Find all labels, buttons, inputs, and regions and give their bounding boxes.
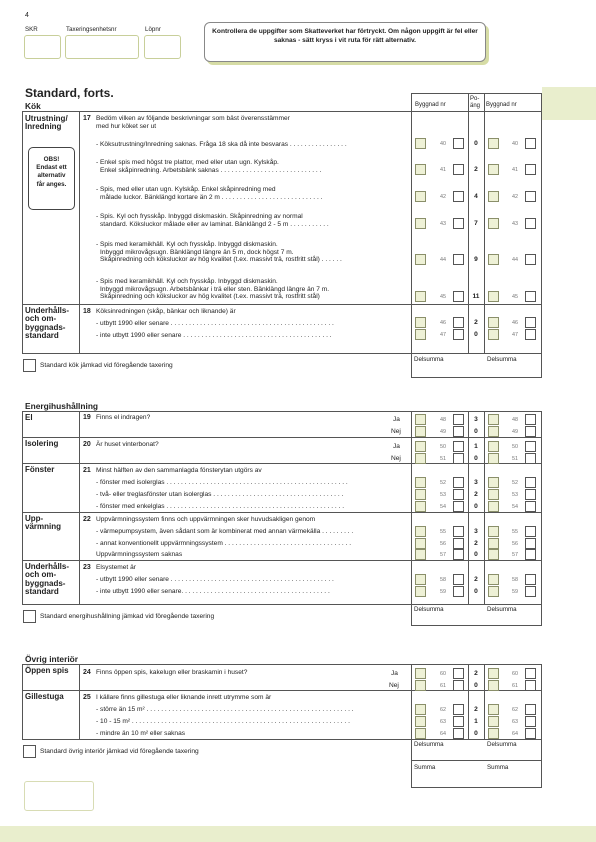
checkbox-prefilled [415,138,426,149]
checkbox-prefilled [415,218,426,229]
q17-option-0: - Köksutrustning/Inredning saknas. Fråga 18 ska då inte besvaras . . . . . . . . . . . . . . . . [96,141,347,148]
checkbox[interactable] [453,574,464,585]
checkbox-prefilled [488,489,499,500]
delsumma-right: Delsumma [487,606,517,613]
col-po: Po- [470,96,480,102]
divider [411,664,412,787]
checkbox-prefilled [488,549,499,560]
checkbox[interactable] [453,489,464,500]
checkbox[interactable] [453,138,464,149]
checkbox[interactable] [525,138,536,149]
checkbox-prefilled [488,728,499,739]
divider [22,411,23,604]
divider [484,93,485,353]
checkbox[interactable] [525,191,536,202]
checkbox[interactable] [453,317,464,328]
label-utrustning: Utrustning/ Inredning [25,114,68,132]
col-byggnad-right: Byggnad nr [486,102,517,108]
q21-option-2: - fönster med enkelglas . . . . . . . . . . . . . . . . . . . . . . . . . . . . . . . . . . . . . . . . . . . . . . . . . [96,503,345,510]
divider [22,111,23,353]
jamkad-kok-checkbox[interactable] [23,359,36,372]
checkbox[interactable] [453,716,464,727]
checkbox[interactable] [525,254,536,265]
divider [411,93,412,378]
checkbox-prefilled [488,586,499,597]
checkbox-prefilled [488,453,499,464]
checkbox-prefilled [415,441,426,452]
checkbox[interactable] [453,441,464,452]
jamkad-ovrig-label: Standard övrig interiör jämkad vid föregående taxering [40,748,199,755]
checkbox-prefilled [415,716,426,727]
checkbox-prefilled [415,317,426,328]
q21-number: 21 [83,467,91,474]
divider [411,625,542,626]
section-energi: Energihushållning [25,401,99,411]
divider [79,664,80,739]
footer-code-box [24,781,94,811]
checkbox[interactable] [525,526,536,537]
divider [79,111,80,353]
checkbox-prefilled [488,291,499,302]
divider [411,787,542,788]
divider [22,437,541,438]
skr-field[interactable] [24,35,61,59]
delsumma-right: Delsumma [487,356,517,363]
checkbox-prefilled [488,329,499,340]
checkbox-prefilled [415,164,426,175]
checkbox[interactable] [453,329,464,340]
checkbox[interactable] [453,538,464,549]
checkbox[interactable] [525,668,536,679]
checkbox-prefilled [415,704,426,715]
q19-ja: Ja [393,416,400,423]
checkbox-prefilled [415,680,426,691]
q24-number: 24 [83,669,91,676]
checkbox[interactable] [525,716,536,727]
checkbox-prefilled [488,218,499,229]
checkbox-prefilled [488,191,499,202]
checkbox[interactable] [453,291,464,302]
checkbox[interactable] [453,191,464,202]
checkbox-prefilled [488,526,499,537]
q21-option-1: - två- eller treglasfönster utan isolerglas . . . . . . . . . . . . . . . . . . . . . . . . . . . . . . . . . . . . [96,491,344,498]
divider [484,664,485,739]
label-gillestuga: Gillestuga [25,692,64,701]
checkbox-prefilled [415,574,426,585]
delsumma-left: Delsumma [414,741,444,748]
q22-text: Uppvärmningssystem finns och uppvärmningen sker huvudsakligen genom [96,516,316,523]
checkbox[interactable] [453,477,464,488]
q17-option-3: - Spis. Kyl och frysskåp. Inbyggd diskmaskin. Skåpinredning av normal standard. Köksluckor målade eller av laminat. Bänklängd 2 - 5 m . . . . . . . . . . . [96,213,329,228]
section-kok: Kök [25,101,41,111]
q18-option-1: - inte utbytt 1990 eller senare . . . . . . . . . . . . . . . . . . . . . . . . . . . . . . . . . . . . . . . . . [96,332,332,339]
checkbox[interactable] [525,441,536,452]
q20-ja: Ja [393,443,400,450]
label-oppen-spis: Öppen spis [25,666,69,675]
checkbox-prefilled [415,728,426,739]
q23-number: 23 [83,564,91,571]
q25-text: I källare finns gillestuga eller liknande inrett utrymme som är [96,694,272,701]
checkbox[interactable] [525,489,536,500]
divider [22,304,541,305]
q23-text: Elsystemet är [96,564,136,571]
q17-option-4: - Spis med keramikhäll. Kyl och frysskåp. Inbyggd diskmaskin. Inbyggd mikrovågsugn. Bänklängd längre än 5 m, dock högst 7 m. Skåpinredning och köksluckor av hög kvalitet (t.ex. massivt trä, rostfritt stål) . . . . . . [96,241,342,264]
divider [541,93,542,378]
checkbox-prefilled [488,704,499,715]
q22-option-1: - annat konventionellt uppvärmningssystem . . . . . . . . . . . . . . . . . . . . . . . . . . . . . . . . . . . [96,540,352,547]
label-el: El [25,413,33,422]
checkbox[interactable] [525,549,536,560]
q20-nej: Nej [391,455,401,462]
divider [468,664,469,739]
checkbox-prefilled [488,164,499,175]
checkbox[interactable] [525,574,536,585]
checkbox[interactable] [453,549,464,560]
divider [22,512,541,513]
checkbox[interactable] [453,426,464,437]
checkbox[interactable] [525,218,536,229]
q17-text: Bedöm vilken av följande beskrivningar som bäst överensstämmer med hur köket ser ut [96,115,290,130]
checkbox[interactable] [453,526,464,537]
form-page: 4 SKR Taxeringsenhetsnr Löpnr Kontrollera de uppgifter som Skatteverket har förtryckt. Om någon uppgift är fel eller saknas - sätt kryss i vit ruta för rätt alternativ. Standard, forts. Byggnad nr Po- äng Byggnad nr Kök Delsumma Delsumma Utrustning/ Inredning OBS! Endast ett alternativ får anges. 17 Bedöm vilken av följande beskrivningar som bäst överensstämmer med hur köket ser ut - Köksutrustning/Inredning saknas. Fråga 18 ska då inte besvaras . . . . . . . . . . . . . . . . - Enkel spis med högst tre plattor, med eller utan ugn. Kylskåp. Enkel skåpinredning. Arbetsbänk saknas . . . . . . . . . . . . . . . . . . . . . . . . . . . . - Spis, med eller utan ugn. Kylskåp. Enkel skåpinredning med målade luckor. Bänklängd kortare än 2 m . . . . . . . . . . . . . . . . . . . . . . . . . . . . - Spis. Kyl och frysskåp. Inbyggd diskmaskin. Skåpinredning av normal standard. Köksluckor målade eller av laminat. Bänklängd 2 - 5 m . . . . . . . . . . . - Spis med keramikhäll. Kyl och frysskåp. Inbyggd diskmaskin. Inbyggd mikrovågsugn. Bänklängd längre än 5 m, dock högst 7 m. Skåpinredning och köksluckor av hög kvalitet (t.ex. massivt trä, rostfritt stål) . . . . . . - Spis med keramikhäll. Kyl och frysskåp. Inbyggd diskmaskin. Inbyggd mikrovågsugn. Arbetsbänkar i trä eller sten. Bänklängd längre än 7 m. Skåpinredning och köksluckor av hög kvalitet (t.ex. massivt trä, rostfritt stål) 40 0 40 41 2 41 42 4 42 43 7 43 44 9 44 45 11 45 Underhålls- och om- byggnads- standard 18 Köksinredningen (skåp, bänkar och liknande) är - utbytt 1990 eller senare . . . . . . . . . . . . . . . . . . . . . . . . . . . . . . . . . . . . . . . . . . . . . - inte utbytt 1990 eller senare . . . . . . . . . . . . . . . . . . . . . . . . . . . . . . . . . . . . . . . . . 46 2 46 47 0 47 Standard kök jämkad vid föregående taxering Energihushållning Delsumma Delsumma El 19 Finns el indragen? Ja Nej 48 3 48 49 0 49 Isolering 20 Är huset vinterbonat? Ja Nej 50 1 50 51 0 51 Fönster 21 Minst hälften av den sammanlagda fönsterytan utgörs av - fönster med isolerglas . . . . . . . . . . . . . . . . . . . . . . . . . . . . . . . . . . . . . . . . . . . . . . . . . . - två- eller treglasfönster utan isolerglas . . . . . . . . . . . . . . . . . . . . . . . . . . . . . . . . . . . . - fönster med enkelglas . . . . . . . . . . . . . . . . . . . . . . . . . . . . . . . . . . . . . . . . . . . . . . . . . 52 3 52 53 2 53 54 0 54 Upp- värmning 22 Uppvärmningssystem finns och uppvärmningen sker huvudsakligen genom - värmepumpsystem, även sådant som är kombinerat med annan värmekälla . . . . . . . . . - annat konventionellt uppvärmningssystem . . . . . . . . . . . . . . . . . . . . . . . . . . . . . . . . . . . Uppvärmningssystem saknas 55 3 55 56 2 56 57 0 57 Underhålls- och om- byggnads- standard 23 Elsystemet är - utbytt 1990 eller senare . . . . . . . . . . . . . . . . . . . . . . . . . . . . . . . . . . . . . . . . . . . . . - inte utbytt 1990 eller senare. . . . . . . . . . . . . . . . . . . . . . . . . . . . . . . . . . . . . . . . . 58 2 58 59 0 59 Standard energihushållning jämkad vid föregående taxering Övrig interiör Delsumma Delsumma Summa Summa Öppen spis 24 Finns öppen spis, kakelugn eller braskamin i huset? Ja Nej 60 2 60 61 0 61 Gillestuga 25 I källare finns gillestuga eller liknande inrett utrymme som är - större än 15 m² . . . . . . . . . . . . . . . . . . . . . . . . . . . . . . . . . . . . . . . . . . . . . . . . . . . . . . . . . - 10 - 15 m² . . . . . . . . . . . . . . . . . . . . . . . . . . . . . . . . . . . . . . . . . . . . . . . . . . . . . . . . . . . . - mindre än 10 m² eller saknas 62 2 62 63 1 63 64 0 64 Standard övrig interiör jämkad vid föregående taxering [0,0,596,842]
checkbox-prefilled [415,453,426,464]
checkbox-prefilled [488,574,499,585]
taxering-field[interactable] [65,35,139,59]
checkbox-prefilled [488,317,499,328]
delsumma-right: Delsumma [487,741,517,748]
q20-text: Är huset vinterbonat? [96,441,159,448]
checkbox[interactable] [525,453,536,464]
divider [411,760,542,761]
checkbox[interactable] [453,453,464,464]
q22-option-0: - värmepumpsystem, även sådant som är kombinerat med annan värmekälla . . . . . . . . . [96,528,354,535]
q21-text: Minst hälften av den sammanlagda fönsterytan utgörs av [96,467,262,474]
checkbox-prefilled [488,538,499,549]
page-number: 4 [25,12,29,19]
q23-option-1: - inte utbytt 1990 eller senare. . . . . . . . . . . . . . . . . . . . . . . . . . . . . . . . . . . . . . . . . [96,588,330,595]
delsumma-left: Delsumma [414,606,444,613]
q24-ja: Ja [391,670,398,677]
checkbox-prefilled [488,254,499,265]
q25-option-1: - 10 - 15 m² . . . . . . . . . . . . . . . . . . . . . . . . . . . . . . . . . . . . . . . . . . . . . . . . . . . . . . . . . . . . [96,718,350,725]
jamkad-energi-checkbox[interactable] [23,610,36,623]
divider [468,411,469,604]
checkbox-prefilled [415,414,426,425]
checkbox[interactable] [525,477,536,488]
q17-number: 17 [83,115,91,122]
divider [484,411,485,604]
checkbox[interactable] [525,426,536,437]
q18-number: 18 [83,308,91,315]
divider [541,411,542,625]
checkbox[interactable] [453,680,464,691]
checkbox-prefilled [415,549,426,560]
divider [22,111,541,112]
divider [541,664,542,787]
checkbox-prefilled [488,426,499,437]
label-underhall-kok: Underhålls- och om- byggnads- standard [25,306,70,341]
q20-number: 20 [83,441,91,448]
divider [411,411,412,625]
checkbox-prefilled [415,426,426,437]
checkbox[interactable] [525,728,536,739]
taxering-label: Taxeringsenhetsnr [66,26,117,33]
checkbox-prefilled [415,668,426,679]
checkbox-prefilled [415,501,426,512]
col-ang: äng [470,103,481,109]
checkbox-prefilled [415,291,426,302]
q24-nej: Nej [389,682,399,689]
jamkad-energi-label: Standard energihushållning jämkad vid föregående taxering [40,613,215,620]
divider [411,93,542,94]
divider [411,377,542,378]
checkbox-prefilled [415,191,426,202]
q17-option-2: - Spis, med eller utan ugn. Kylskåp. Enkel skåpinredning med målade luckor. Bänklängd kortare än 2 m . . . . . . . . . . . . . . . . . . . . . . . . . . . . [96,186,323,201]
checkbox[interactable] [525,329,536,340]
checkbox[interactable] [453,728,464,739]
checkbox-prefilled [488,441,499,452]
checkbox-prefilled [488,680,499,691]
jamkad-kok-label: Standard kök jämkad vid föregående taxering [40,362,173,369]
checkbox-prefilled [488,501,499,512]
checkbox[interactable] [525,704,536,715]
checkbox-prefilled [415,586,426,597]
section-ovrig: Övrig interiör [25,654,79,664]
summa-right: Summa [487,764,509,771]
checkbox[interactable] [453,704,464,715]
checkbox[interactable] [453,218,464,229]
checkbox[interactable] [525,414,536,425]
divider [468,93,469,353]
page-title: Standard, forts. [25,86,114,100]
label-underhall-energi: Underhålls- och om- byggnads- standard [25,562,70,597]
q17-option-5: - Spis med keramikhäll. Kyl och frysskåp. Inbyggd diskmaskin. Inbyggd mikrovågsugn. Arbetsbänkar i trä eller sten. Bänklängd längre än 7 m. Skåpinredning och köksluckor av hög kvalitet (t.ex. massivt trä, rostfritt stål) [96,278,330,301]
q17-option-1: - Enkel spis med högst tre plattor, med eller utan ugn. Kylskåp. Enkel skåpinredning. Arbetsbänk saknas . . . . . . . . . . . . . . . . . . . . . . . . . . . . [96,159,322,174]
label-fonster: Fönster [25,465,55,474]
checkbox[interactable] [525,680,536,691]
checkbox[interactable] [525,586,536,597]
q25-option-2: - mindre än 10 m² eller saknas [96,730,186,737]
divider [22,664,23,739]
checkbox-prefilled [488,716,499,727]
checkbox[interactable] [525,317,536,328]
checkbox[interactable] [453,414,464,425]
checkbox[interactable] [453,254,464,265]
col-byggnad-left: Byggnad nr [415,102,446,108]
notice-box: Kontrollera de uppgifter som Skatteverket har förtryckt. Om någon uppgift är fel eller saknas - sätt kryss i vit ruta för rätt alternativ. [204,22,486,62]
q21-option-0: - fönster med isolerglas . . . . . . . . . . . . . . . . . . . . . . . . . . . . . . . . . . . . . . . . . . . . . . . . . . [96,479,348,486]
q19-text: Finns el indragen? [96,414,151,421]
divider [79,411,80,604]
margin-band [542,87,596,120]
q22-number: 22 [83,516,91,523]
divider [22,739,541,740]
checkbox[interactable] [525,291,536,302]
checkbox[interactable] [453,586,464,597]
q19-nej: Nej [391,428,401,435]
q25-number: 25 [83,694,91,701]
divider [22,560,541,561]
q25-option-0: - större än 15 m² . . . . . . . . . . . . . . . . . . . . . . . . . . . . . . . . . . . . . . . . . . . . . . . . . . . . . . . . . [96,706,354,713]
q18-option-0: - utbytt 1990 eller senare . . . . . . . . . . . . . . . . . . . . . . . . . . . . . . . . . . . . . . . . . . . . . [96,320,334,327]
checkbox-prefilled [488,668,499,679]
divider [22,664,541,665]
checkbox[interactable] [525,501,536,512]
checkbox-prefilled [415,329,426,340]
q19-number: 19 [83,414,91,421]
q24-text: Finns öppen spis, kakelugn eller braskamin i huset? [96,669,248,676]
obs-box: OBS! Endast ett alternativ får anges. [28,147,75,210]
checkbox-prefilled [415,477,426,488]
checkbox[interactable] [525,164,536,175]
checkbox-prefilled [415,254,426,265]
label-uppvarmning: Upp- värmning [25,514,62,532]
lopnr-field[interactable] [144,35,181,59]
checkbox-prefilled [488,414,499,425]
checkbox-prefilled [415,489,426,500]
q18-text: Köksinredningen (skåp, bänkar och liknande) är [96,308,236,315]
divider [22,604,541,605]
checkbox-prefilled [488,138,499,149]
checkbox[interactable] [525,538,536,549]
lopnr-label: Löpnr [145,26,161,33]
skr-label: SKR [25,26,38,33]
checkbox-prefilled [488,477,499,488]
q23-option-0: - utbytt 1990 eller senare . . . . . . . . . . . . . . . . . . . . . . . . . . . . . . . . . . . . . . . . . . . . . [96,576,334,583]
summa-left: Summa [414,764,436,771]
checkbox-prefilled [415,526,426,537]
q22-option-2: Uppvärmningssystem saknas [96,551,183,558]
checkbox[interactable] [453,501,464,512]
checkbox[interactable] [453,668,464,679]
checkbox[interactable] [453,164,464,175]
delsumma-left: Delsumma [414,356,444,363]
checkbox-prefilled [415,538,426,549]
divider [22,411,541,412]
label-isolering: Isolering [25,439,59,448]
jamkad-ovrig-checkbox[interactable] [23,745,36,758]
divider [22,353,541,354]
